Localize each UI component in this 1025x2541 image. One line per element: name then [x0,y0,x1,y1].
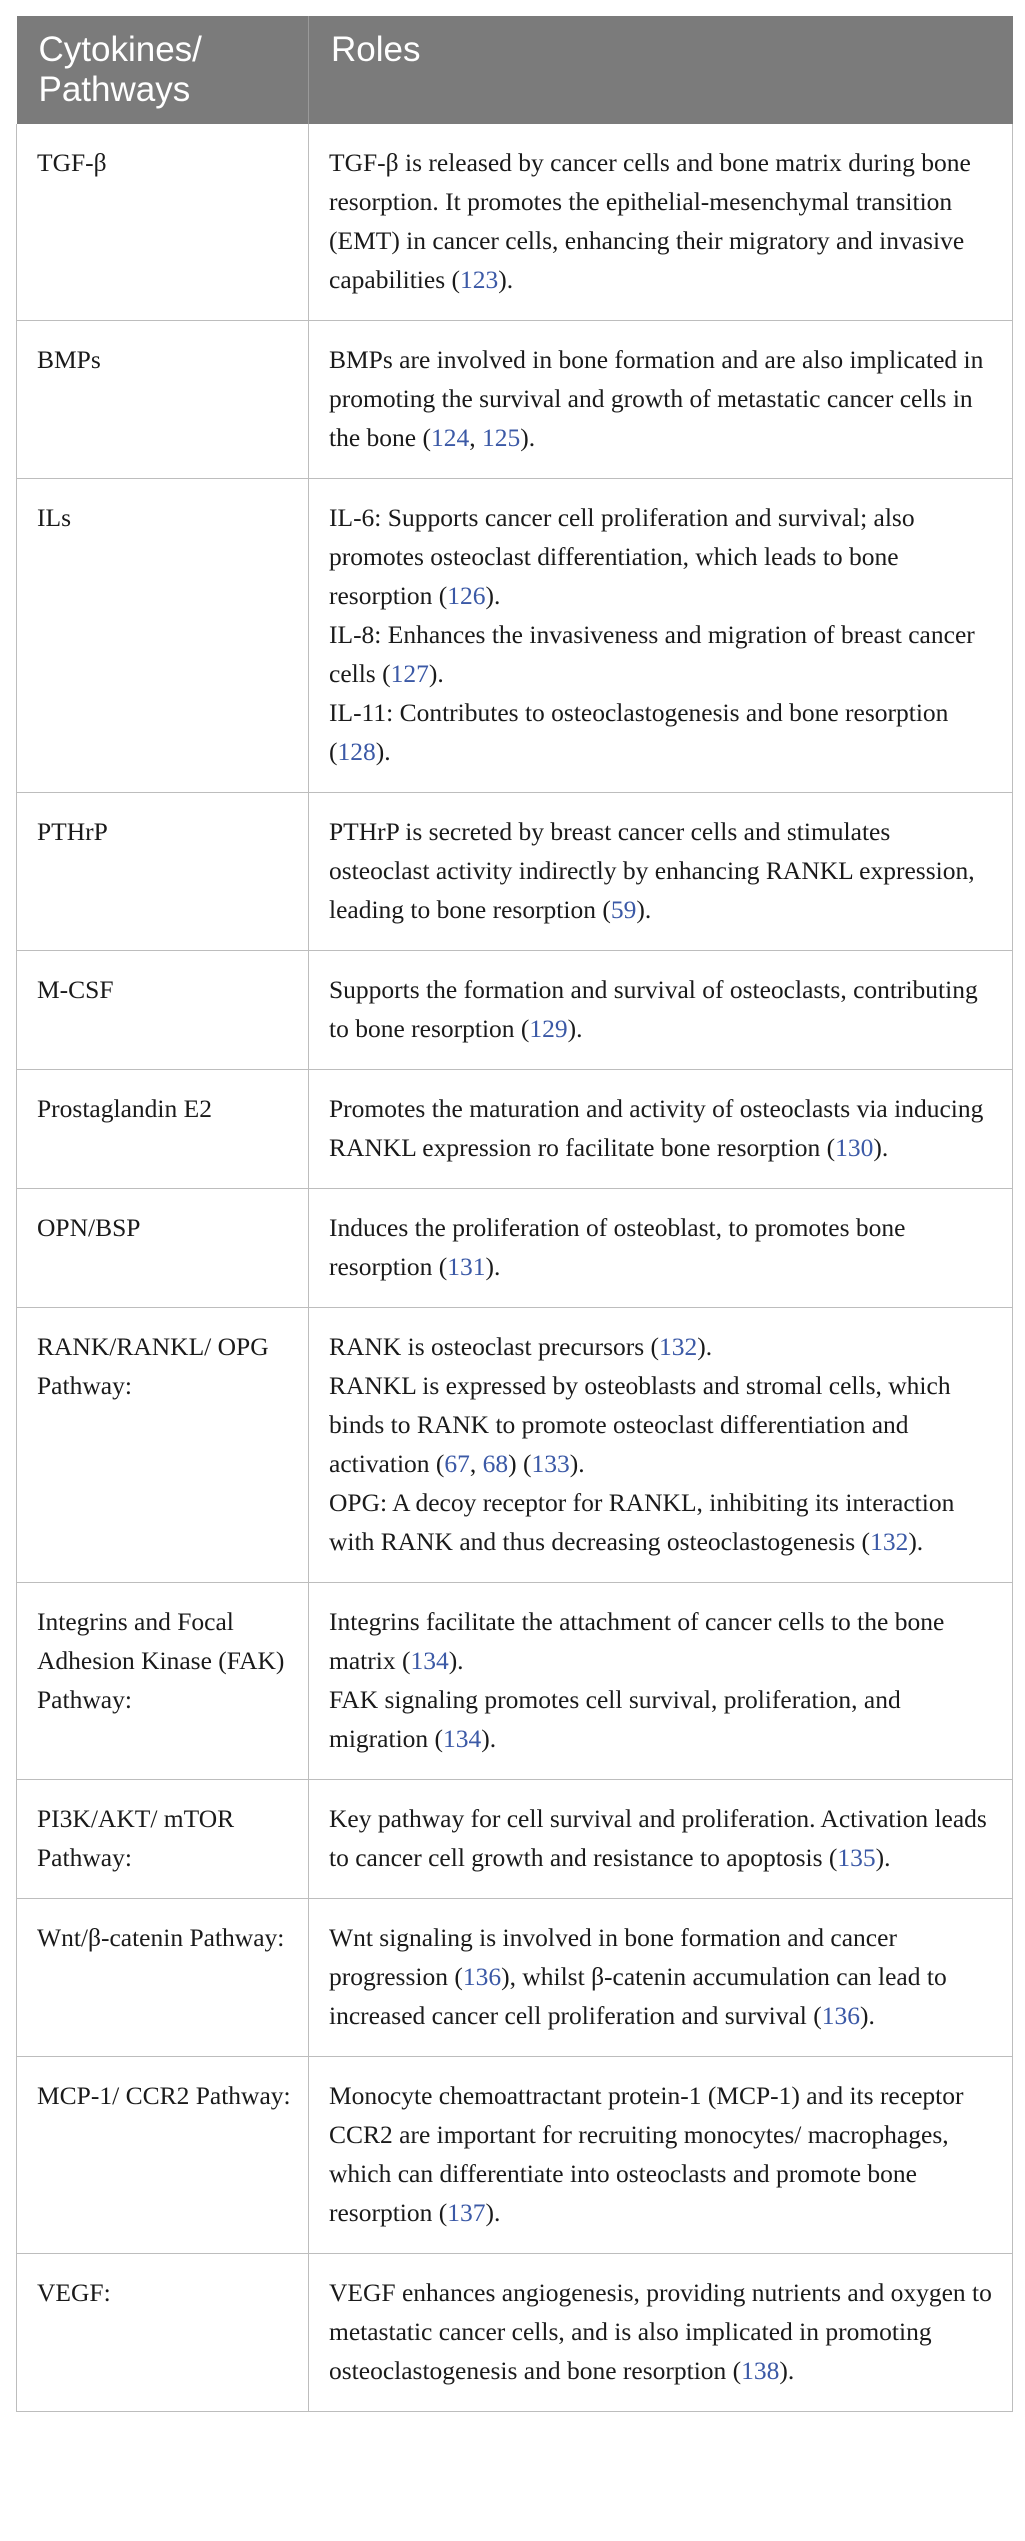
table-row [17,124,1013,321]
role-text: Induces the proliferation of osteoblast, to promotes bone resorption ( [329,1213,906,1281]
role-text: Monocyte chemoattractant protein-1 (MCP-1) and its receptor CCR2 are important for recruiting monocytes/ macrophages, which can differentiate into osteoclasts and promote bone resorption ( [329,2081,964,2227]
reference-link[interactable]: 132 [659,1332,698,1361]
header-cytokines-pathways: Cytokines/ Pathways [17,16,309,124]
role-line [329,970,996,1048]
cytokine-pathway-name: OPN/BSP [17,1189,309,1308]
table-row [17,793,1013,951]
role-description [309,1583,1013,1780]
role-line [329,1327,996,1366]
role-text: , [469,1449,483,1478]
cytokine-pathway-name: MCP-1/ CCR2 Pathway: [17,2057,309,2254]
role-text: TGF-β is released by cancer cells and bone matrix during bone resorption. It promotes the epithelial-mesenchymal transition (EMT) in cancer cells, enhancing their migratory and invasive capabilities ( [329,148,971,294]
role-text: IL-11: Contributes to osteoclastogenesis and bone resorption ( [329,698,949,766]
role-line [329,1680,996,1758]
table-row [17,1583,1013,1780]
role-text: ). [567,1014,583,1043]
reference-link[interactable]: 68 [482,1449,509,1478]
role-text: ). [697,1332,713,1361]
reference-link[interactable]: 128 [337,737,376,766]
role-text: ). [636,895,652,924]
role-line [329,693,996,771]
role-description [309,1308,1013,1583]
table-row [17,1899,1013,2057]
header-roles: Roles [309,16,1013,124]
role-description [309,1189,1013,1308]
role-text: Promotes the maturation and activity of osteoclasts via inducing RANKL expression ro facilitate bone resorption ( [329,1094,984,1162]
cytokines-table-container [16,16,1012,2412]
role-description [309,951,1013,1070]
role-text: ). [860,2001,875,2030]
cytokine-pathway-name: BMPs [17,321,309,479]
reference-link[interactable]: 127 [390,659,429,688]
cytokine-pathway-name: VEGF: [17,2254,309,2412]
table-row [17,951,1013,1070]
role-text: ). [485,2198,501,2227]
role-text: ). [875,1843,891,1872]
reference-link[interactable]: 138 [741,2356,780,2385]
role-line [329,1918,996,2035]
table-header [17,16,1013,124]
reference-link[interactable]: 129 [529,1014,568,1043]
reference-link[interactable]: 131 [447,1252,486,1281]
role-line [329,812,996,929]
role-text: ), whilst β-catenin accumulation can lead to increased cancer cell proliferation and survival ( [329,1962,947,2030]
role-line [329,340,996,457]
role-text: OPG: A decoy receptor for RANKL, inhibiting its interaction with RANK and thus decreasing osteoclastogenesis ( [329,1488,955,1556]
reference-link[interactable]: 59 [610,895,637,924]
role-text: Supports the formation and survival of osteoclasts, contributing to bone resorption ( [329,975,978,1043]
header-row [17,16,1013,124]
reference-link[interactable]: 123 [460,265,499,294]
role-description [309,1780,1013,1899]
role-text: BMPs are involved in bone formation and are also implicated in promoting the survival and growth of metastatic cancer cells in the bone ( [329,345,984,452]
cytokine-pathway-name: Wnt/β-catenin Pathway: [17,1899,309,2057]
reference-link[interactable]: 137 [447,2198,486,2227]
role-line [329,1483,996,1561]
role-text: ) ( [508,1449,532,1478]
role-text: ). [428,659,444,688]
role-text: IL-6: Supports cancer cell proliferation and survival; also promotes osteoclast differentiation, which leads to bone resorption ( [329,503,915,610]
reference-link[interactable]: 125 [481,423,521,452]
cytokine-pathway-name: RANK/RANKL/ OPG Pathway: [17,1308,309,1583]
table-body [17,124,1013,2412]
role-text: ). [908,1527,924,1556]
reference-link[interactable]: 136 [821,2001,861,2030]
cytokine-pathway-name: TGF-β [17,124,309,321]
cytokines-roles-table [16,16,1013,2412]
role-description [309,1070,1013,1189]
role-text: ). [569,1449,585,1478]
table-row [17,1070,1013,1189]
reference-link[interactable]: 132 [870,1527,909,1556]
reference-link[interactable]: 135 [837,1843,876,1872]
role-description [309,2057,1013,2254]
reference-link[interactable]: 133 [531,1449,570,1478]
role-description [309,1899,1013,2057]
reference-link[interactable]: 134 [443,1724,482,1753]
table-row [17,1189,1013,1308]
cytokine-pathway-name: ILs [17,479,309,793]
role-text: , [469,423,482,452]
role-text: ). [873,1133,889,1162]
cytokine-pathway-name: M-CSF [17,951,309,1070]
role-line [329,1208,996,1286]
role-text: RANK is osteoclast precursors ( [329,1332,660,1361]
role-text: RANKL is expressed by osteoblasts and stromal cells, which binds to RANK to promote osteoclast differentiation and activation ( [329,1371,951,1478]
role-text: ). [448,1646,464,1675]
reference-link[interactable]: 67 [444,1449,470,1478]
reference-link[interactable]: 134 [410,1646,449,1675]
role-text: PTHrP is secreted by breast cancer cells and stimulates osteoclast activity indirectly by enhancing RANKL expression, leading to bone resorption ( [329,817,975,924]
role-description [309,124,1013,321]
role-line [329,1089,996,1167]
cytokine-pathway-name: Prostaglandin E2 [17,1070,309,1189]
reference-link[interactable]: 126 [447,581,486,610]
reference-link[interactable]: 130 [835,1133,874,1162]
role-text: ). [498,265,514,294]
reference-link[interactable]: 136 [462,1962,502,1991]
role-text: ). [485,1252,501,1281]
table-row [17,1308,1013,1583]
role-text: Key pathway for cell survival and proliferation. Activation leads to cancer cell growth and resistance to apoptosis ( [329,1804,987,1872]
role-description [309,479,1013,793]
role-description [309,793,1013,951]
role-text: Integrins facilitate the attachment of cancer cells to the bone matrix ( [329,1607,945,1675]
table-row [17,2057,1013,2254]
role-description [309,2254,1013,2412]
role-line [329,2076,996,2232]
role-line [329,615,996,693]
role-text: ). [481,1724,497,1753]
role-line [329,1366,996,1483]
role-text: ). [375,737,391,766]
role-line [329,1602,996,1680]
role-description [309,321,1013,479]
cytokine-pathway-name: PTHrP [17,793,309,951]
cytokine-pathway-name: PI3K/AKT/ mTOR Pathway: [17,1780,309,1899]
cytokine-pathway-name: Integrins and Focal Adhesion Kinase (FAK) Pathway: [17,1583,309,1780]
role-text: FAK signaling promotes cell survival, proliferation, and migration ( [329,1685,901,1753]
role-line [329,2273,996,2390]
role-text: ). [779,2356,795,2385]
table-row [17,1780,1013,1899]
role-line [329,498,996,615]
role-line [329,1799,996,1877]
role-text: Wnt signaling is involved in bone formation and cancer progression ( [329,1923,897,1991]
table-row [17,321,1013,479]
role-text: IL-8: Enhances the invasiveness and migration of breast cancer cells ( [329,620,975,688]
role-text: ). [520,423,536,452]
table-row [17,2254,1013,2412]
reference-link[interactable]: 124 [430,423,470,452]
table-row [17,479,1013,793]
role-text: ). [485,581,501,610]
role-line [329,143,996,299]
role-text: VEGF enhances angiogenesis, providing nutrients and oxygen to metastatic cancer cells, and is also implicated in promoting osteoclastogenesis and bone resorption ( [329,2278,992,2385]
